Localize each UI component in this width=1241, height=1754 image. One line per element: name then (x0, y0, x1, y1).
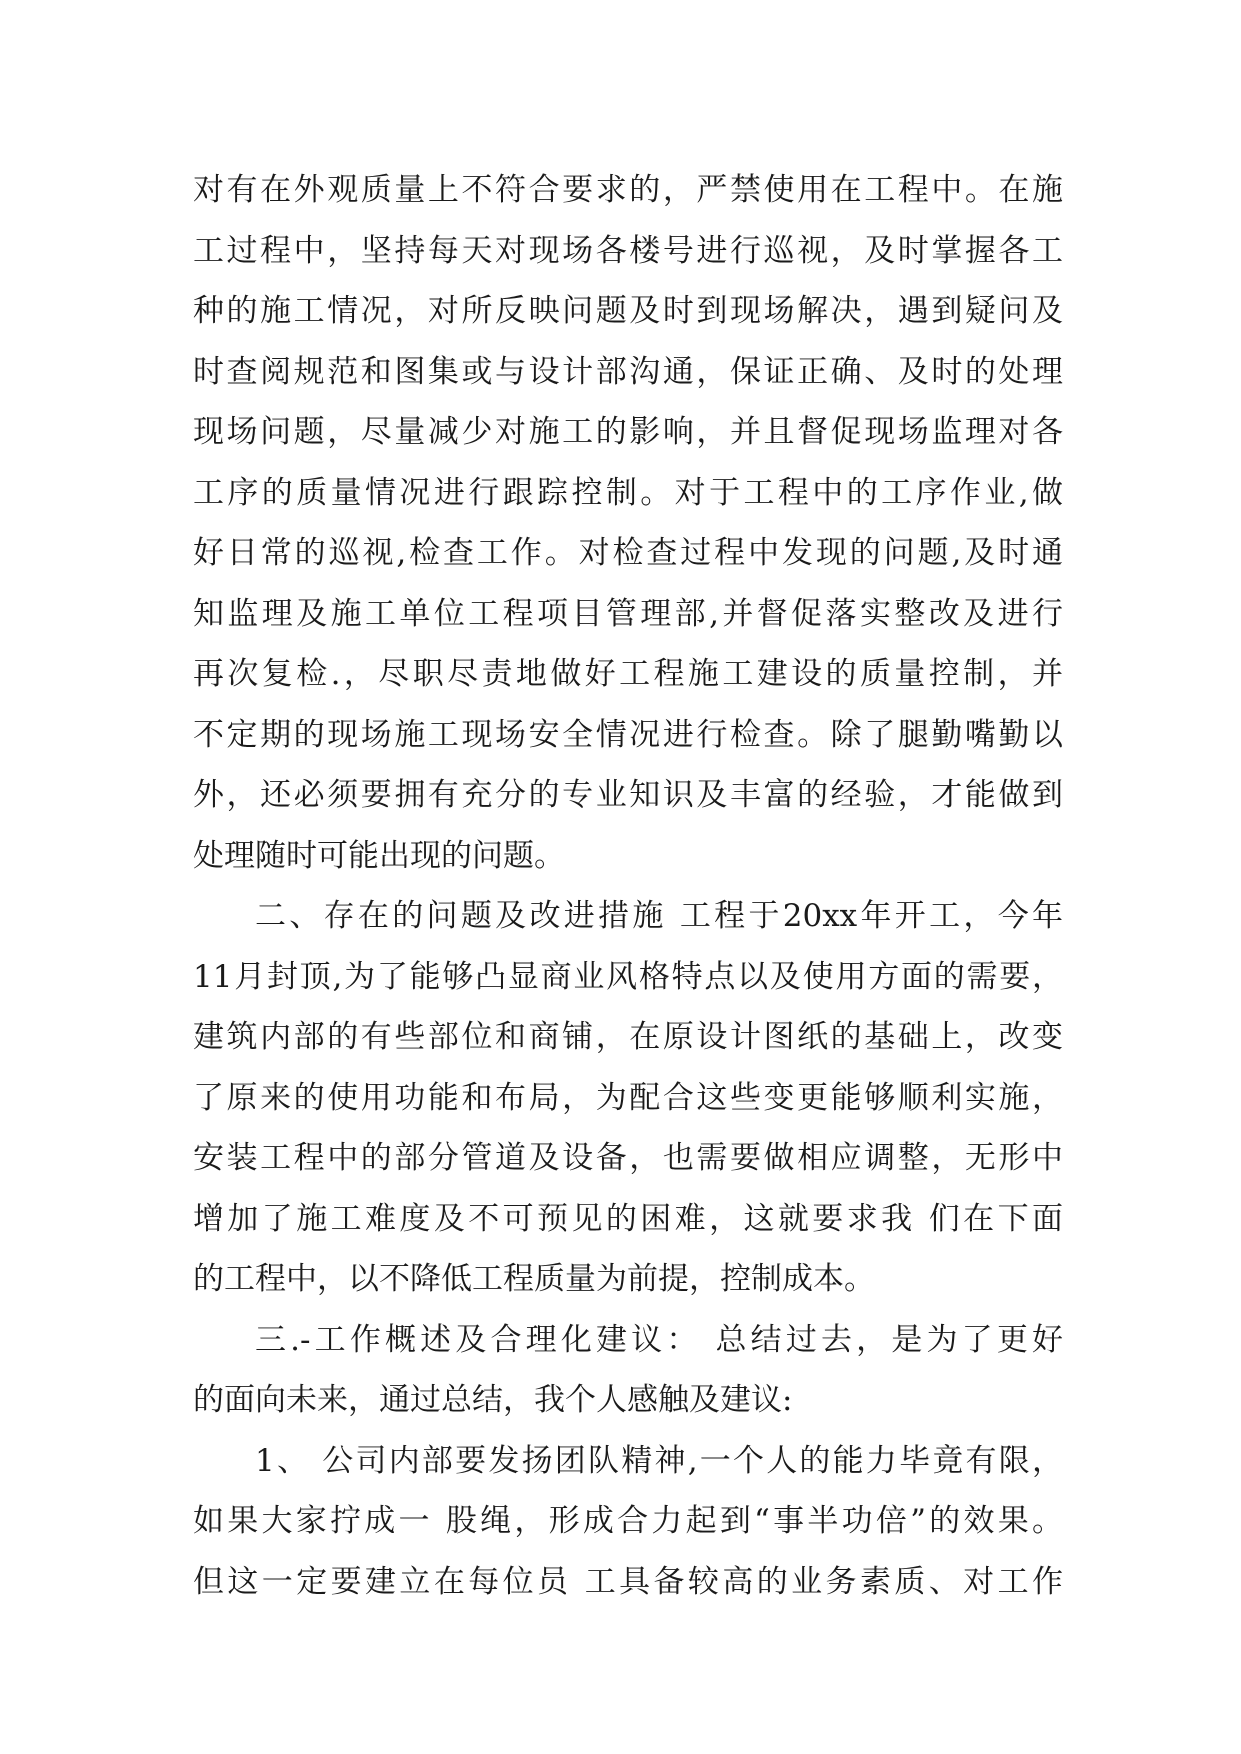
text-line: 了原来的使用功能和布局，为配合这些变更能够顺利实施， (193, 1079, 1063, 1116)
text-line: 的工程中，以不降低工程质量为前提，控制成本。 (193, 1261, 875, 1297)
list-item-line: 1、 公司内部要发扬团队精神,一个人的能力毕竟有限， (255, 1442, 1063, 1479)
section-heading-line: 二、存在的问题及改进措施 工程于20xx年开工，今年 (255, 898, 1063, 934)
text-line: 建筑内部的有些部位和商铺，在原设计图纸的基础上，改变 (193, 1019, 1063, 1055)
document-body (193, 160, 1063, 1612)
text-line: 安装工程中的部分管道及设备，也需要做相应调整，无形中 (193, 1140, 1063, 1176)
text-line: 对有在外观质量上不符合要求的，严禁使用在工程中。在施 (193, 172, 1063, 208)
text-line: 增加了施工难度及不可预见的困难，这就要求我 们在下面 (193, 1200, 1063, 1237)
text-line: 再次复检.，尽职尽责地做好工程施工建设的质量控制，并 (193, 656, 1063, 692)
text-line: 工过程中，坚持每天对现场各楼号进行巡视，及时掌握各工 (193, 232, 1063, 269)
text-line: 知监理及施工单位工程项目管理部,并督促落实整改及进行 (193, 595, 1063, 632)
section-heading-line: 三.-工作概述及合理化建议： 总结过去，是为了更好 (255, 1321, 1063, 1358)
text-line: 种的施工情况，对所反映问题及时到现场解决，遇到疑问及 (193, 293, 1063, 329)
text-line: 外，还必须要拥有充分的专业知识及丰富的经验，才能做到 (193, 777, 1063, 813)
text-line: 现场问题，尽量减少对施工的影响，并且督促现场监理对各 (193, 414, 1063, 450)
text-line: 11月封顶,为了能够凸显商业风格特点以及使用方面的需要， (193, 958, 1063, 995)
text-line: 工序的质量情况进行跟踪控制。对于工程中的工序作业,做 (193, 474, 1063, 511)
text-line: 如果大家拧成一 股绳，形成合力起到“事半功倍”的效果。 (193, 1503, 1063, 1539)
text-line: 不定期的现场施工现场安全情况进行检查。除了腿勤嘴勤以 (193, 716, 1063, 753)
text-line: 处理随时可能出现的问题。 (193, 837, 565, 874)
text-line: 但这一定要建立在每位员 工具备较高的业务素质、对工作 (193, 1563, 1063, 1600)
text-line: 好日常的巡视,检查工作。对检查过程中发现的问题,及时通 (193, 535, 1063, 571)
text-line: 的面向未来，通过总结，我个人感触及建议: (193, 1382, 793, 1418)
text-line: 时查阅规范和图集或与设计部沟通，保证正确、及时的处理 (193, 353, 1063, 390)
